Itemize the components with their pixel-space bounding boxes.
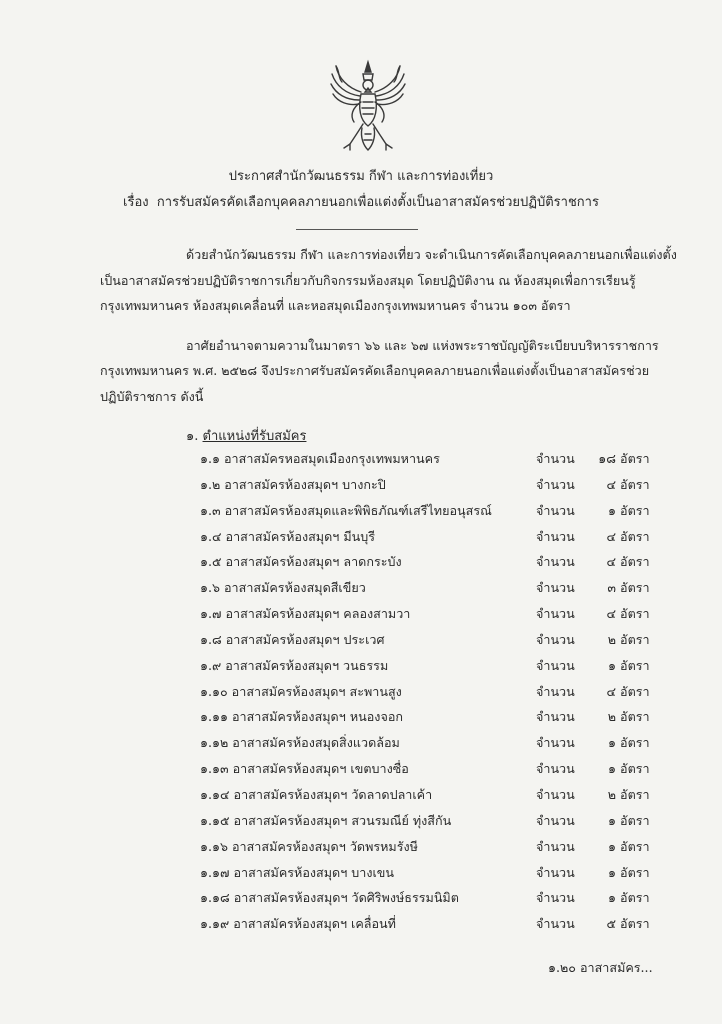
list-item: [200, 575, 660, 601]
list-item: [200, 782, 660, 808]
count-unit: อัตรา: [620, 476, 650, 492]
paragraph-2-line-3: ปฏิบัติราชการ ดังนี้: [100, 389, 204, 404]
list-item: [200, 730, 660, 756]
position-name: ๑.๑๒ อาสาสมัครห้องสมุดสิ่งแวดล้อม: [200, 735, 400, 751]
count-label: จำนวน: [536, 864, 575, 880]
position-name: ๑.๑ อาสาสมัครหอสมุดเมืองกรุงเทพมหานคร: [200, 451, 440, 466]
count-label: จำนวน: [536, 761, 575, 777]
list-item: [200, 679, 660, 705]
count-value: ๔: [606, 528, 616, 544]
list-item: [200, 653, 660, 679]
list-item: [200, 498, 660, 524]
count-label: จำนวน: [536, 580, 575, 596]
garuda-emblem-icon: [328, 58, 408, 154]
count-unit: อัตรา: [620, 864, 650, 880]
list-item: [200, 524, 660, 550]
section-label: ตำแหน่งที่รับสมัคร: [202, 429, 307, 444]
count-unit: อัตรา: [620, 890, 650, 906]
position-name: ๑.๔ อาสาสมัครห้องสมุดฯ มีนบุรี: [200, 528, 376, 544]
count-label: จำนวน: [536, 657, 575, 673]
list-item: [200, 808, 660, 834]
position-name: ๑.๑๔ อาสาสมัครห้องสมุดฯ วัดลาดปลาเค้า: [200, 786, 433, 802]
count-unit: อัตรา: [620, 451, 650, 466]
paragraph-2-line-1: อาศัยอำนาจตามความในมาตรา ๖๖ และ ๖๗ แห่งพระราชบัญญัติระเบียบบริหารราชการ: [186, 338, 659, 353]
section-heading: [186, 425, 306, 446]
position-name: ๑.๓ อาสาสมัครห้องสมุดและพิพิธภัณฑ์เสรีไทยอนุสรณ์: [200, 502, 492, 518]
subject-label: เรื่อง: [123, 195, 149, 210]
count-label: จำนวน: [536, 812, 575, 828]
count-unit: อัตรา: [620, 606, 650, 622]
count-value: ๑: [608, 812, 616, 828]
list-item: [200, 756, 660, 782]
count-value: ๔: [606, 606, 616, 622]
paragraph-1-line-1: ด้วยสำนักวัฒนธรรม กีฬา และการท่องเที่ยว จะดำเนินการคัดเลือกบุคคลภายนอกเพื่อแต่งตั้ง: [186, 247, 677, 262]
count-unit: อัตรา: [620, 735, 650, 751]
count-value: ๔: [606, 683, 616, 699]
position-name: ๑.๘ อาสาสมัครห้องสมุดฯ ประเวศ: [200, 631, 385, 647]
section-number: ๑.: [186, 429, 199, 444]
position-name: ๑.๑๙ อาสาสมัครห้องสมุดฯ เคลื่อนที่: [200, 916, 396, 932]
document-subject: [0, 191, 722, 212]
count-label: จำนวน: [536, 683, 575, 699]
list-item: [200, 704, 660, 730]
count-value: ๑๘: [598, 451, 616, 466]
count-label: จำนวน: [536, 451, 575, 466]
document-title: ประกาศสำนักวัฒนธรรม กีฬา และการท่องเที่ยว: [228, 169, 494, 184]
count-unit: อัตรา: [620, 554, 650, 570]
count-value: ๔: [606, 476, 616, 492]
position-name: ๑.๑๖ อาสาสมัครห้องสมุดฯ วัดพรหมรังษี: [200, 838, 418, 854]
count-label: จำนวน: [536, 838, 575, 854]
count-label: จำนวน: [536, 890, 575, 906]
count-label: จำนวน: [536, 554, 575, 570]
list-item: [200, 911, 660, 937]
position-name: ๑.๑๐ อาสาสมัครห้องสมุดฯ สะพานสูง: [200, 683, 402, 699]
position-name: ๑.๑๑ อาสาสมัครห้องสมุดฯ หนองจอก: [200, 709, 404, 725]
count-value: ๔: [606, 554, 616, 570]
list-item: [200, 472, 660, 498]
list-item: [200, 627, 660, 653]
count-unit: อัตรา: [620, 631, 650, 647]
paragraph-2-line-2: กรุงเทพมหานคร พ.ศ. ๒๕๒๘ จึงประกาศรับสมัครคัดเลือกบุคคลภายนอกเพื่อแต่งตั้งเป็นอาสาสมัครช่วย: [100, 363, 650, 378]
count-unit: อัตรา: [620, 683, 650, 699]
count-value: ๑: [608, 838, 616, 854]
count-value: ๒: [607, 709, 616, 725]
list-item: [200, 834, 660, 860]
list-item: [200, 601, 660, 627]
position-name: ๑.๑๓ อาสาสมัครห้องสมุดฯ เขตบางซื่อ: [200, 761, 409, 777]
count-value: ๒: [607, 786, 616, 802]
count-label: จำนวน: [536, 786, 575, 802]
count-label: จำนวน: [536, 528, 575, 544]
count-label: จำนวน: [536, 631, 575, 647]
count-unit: อัตรา: [620, 916, 650, 932]
count-unit: อัตรา: [620, 580, 650, 596]
title-divider: [296, 229, 418, 230]
count-value: ๕: [606, 916, 616, 932]
subject-text: การรับสมัครคัดเลือกบุคคลภายนอกเพื่อแต่งตั้งเป็นอาสาสมัครช่วยปฏิบัติราชการ: [156, 195, 599, 210]
position-name: ๑.๑๗ อาสาสมัครห้องสมุดฯ บางเขน: [200, 864, 395, 880]
count-value: ๑: [608, 657, 616, 673]
position-name: ๑.๙ อาสาสมัครห้องสมุดฯ วนธรรม: [200, 657, 389, 673]
position-name: ๑.๑๘ อาสาสมัครห้องสมุดฯ วัดศิริพงษ์ธรรมนิมิต: [200, 890, 459, 906]
count-unit: อัตรา: [620, 761, 650, 777]
paragraph-1-line-2: เป็นอาสาสมัครช่วยปฏิบัติราชการเกี่ยวกับกิจกรรมห้องสมุด โดยปฏิบัติงาน ณ ห้องสมุดเพื่อการเรียนรู้: [100, 273, 636, 288]
count-value: ๒: [607, 631, 616, 647]
list-item: [200, 885, 660, 911]
count-label: จำนวน: [536, 502, 575, 518]
count-unit: อัตรา: [620, 812, 650, 828]
count-value: ๓: [607, 580, 616, 596]
count-unit: อัตรา: [620, 838, 650, 854]
count-label: จำนวน: [536, 709, 575, 725]
count-label: จำนวน: [536, 606, 575, 622]
positions-list: [200, 446, 660, 937]
list-item: [200, 446, 660, 472]
position-name: ๑.๗ อาสาสมัครห้องสมุดฯ คลองสามวา: [200, 606, 411, 622]
position-name: ๑.๖ อาสาสมัครห้องสมุดสีเขียว: [200, 580, 366, 596]
count-value: ๑: [608, 761, 616, 777]
count-value: ๑: [608, 502, 616, 518]
continuation-text: ๑.๒๐ อาสาสมัคร...: [548, 960, 653, 975]
count-value: ๑: [608, 735, 616, 751]
position-name: ๑.๒ อาสาสมัครห้องสมุดฯ บางกะปิ: [200, 476, 386, 492]
paragraph-1-line-3: กรุงเทพมหานคร ห้องสมุดเคลื่อนที่ และหอสมุดเมืองกรุงเทพมหานคร จำนวน ๑๐๓ อัตรา: [100, 298, 571, 313]
count-value: ๑: [608, 864, 616, 880]
count-value: ๑: [608, 890, 616, 906]
count-unit: อัตรา: [620, 502, 650, 518]
count-label: จำนวน: [536, 476, 575, 492]
list-item: [200, 860, 660, 886]
position-name: ๑.๕ อาสาสมัครห้องสมุดฯ ลาดกระบัง: [200, 554, 402, 570]
count-unit: อัตรา: [620, 786, 650, 802]
count-label: จำนวน: [536, 735, 575, 751]
count-unit: อัตรา: [620, 528, 650, 544]
count-unit: อัตรา: [620, 709, 650, 725]
position-name: ๑.๑๕ อาสาสมัครห้องสมุดฯ สวนรมณีย์ ทุ่งสีกัน: [200, 812, 452, 828]
count-unit: อัตรา: [620, 657, 650, 673]
list-item: [200, 549, 660, 575]
count-label: จำนวน: [536, 916, 575, 932]
